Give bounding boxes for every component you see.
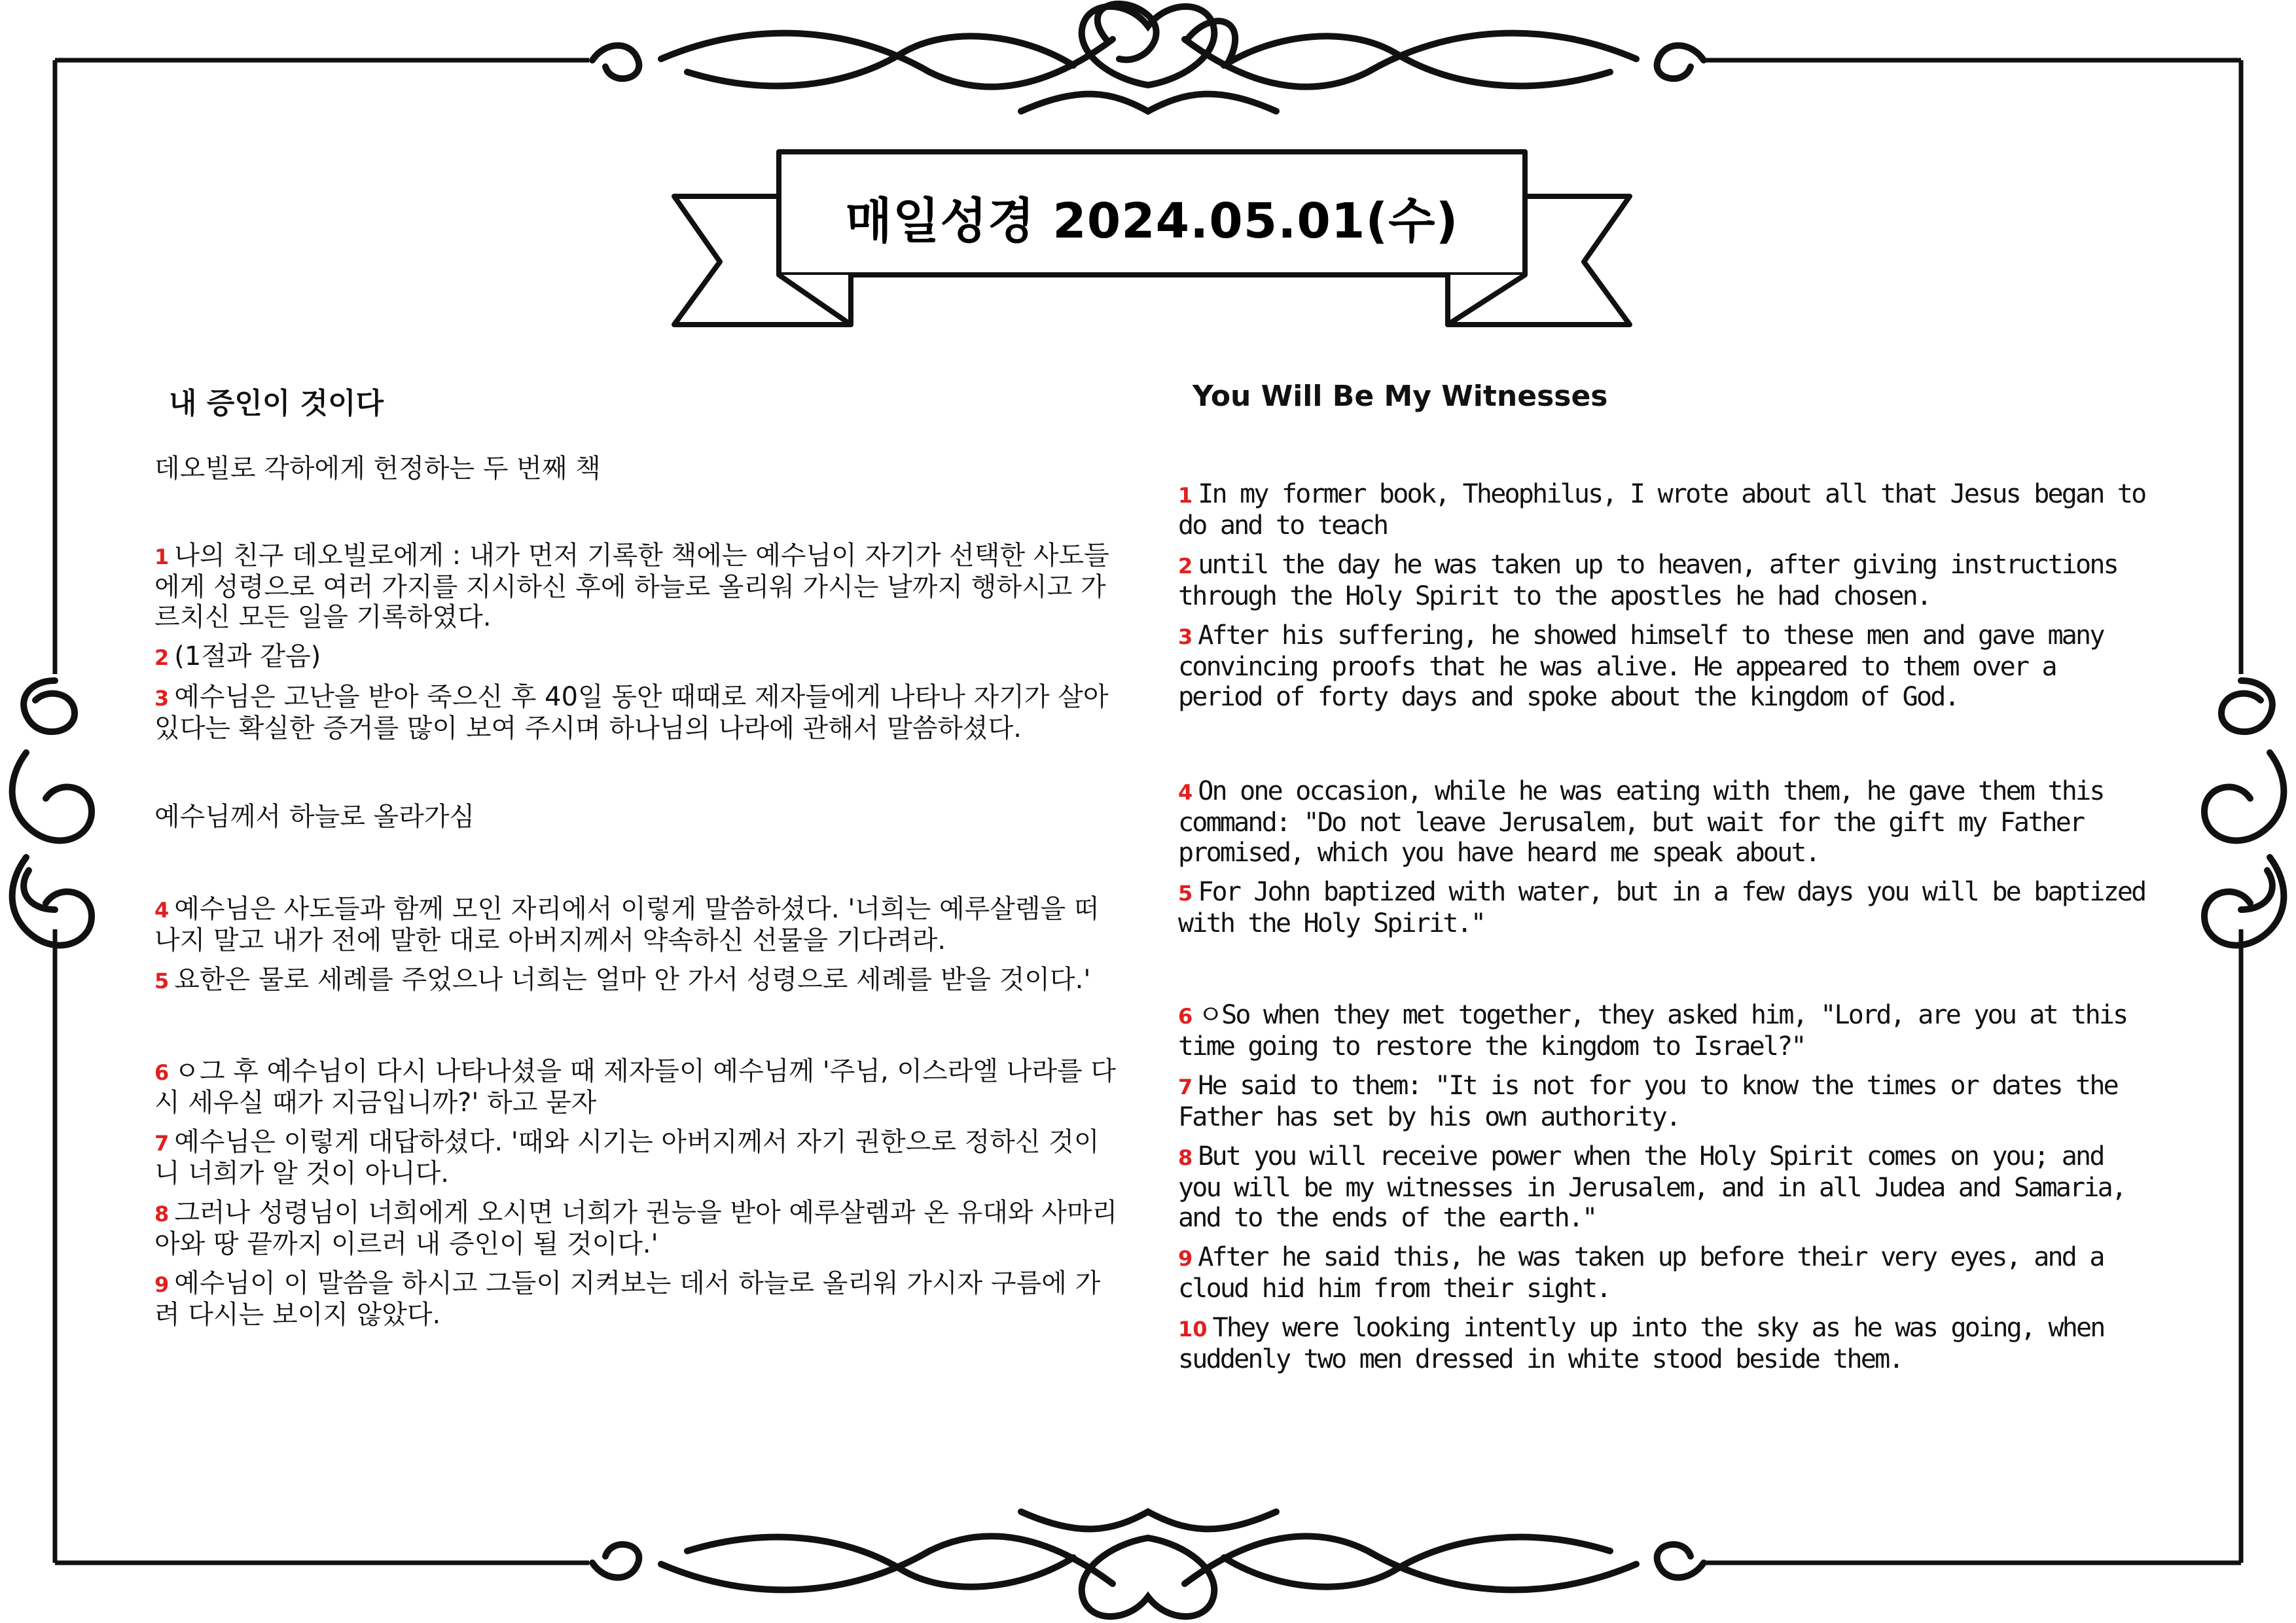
- english-verse-5: [1178, 877, 2147, 938]
- bottom-scroll-ornament: [592, 1512, 1704, 1616]
- english-heading: You Will Be My Witnesses: [1193, 380, 1608, 413]
- korean-verse-4: [154, 894, 1123, 955]
- verse-text: After he said this, he was taken up before their very eyes, and a cloud hid him from their sight.: [1178, 1242, 2104, 1304]
- verse-text: In my former book, Theophilus, I wrote about all that Jesus began to do and to teach: [1178, 479, 2145, 541]
- verse-number: 9: [154, 1272, 170, 1297]
- verse-number: 4: [154, 898, 170, 923]
- verse-text: 예수님은 이렇게 대답하셨다. '때와 시기는 아버지께서 자기 권한으로 정하신 것이니 너희가 알 것이 아니다.: [154, 1127, 1100, 1188]
- korean-verse-1: [154, 541, 1123, 632]
- korean-verse-8: [154, 1198, 1123, 1259]
- verse-number: 3: [1178, 624, 1193, 649]
- korean-verse-6: [154, 1056, 1123, 1118]
- verse-text: On one occasion, while he was eating with them, he gave them this command: "Do not leave Jerusalem, but wait for the gift my Father promised, which you have heard me speak about.: [1178, 776, 2104, 868]
- verse-number: 2: [1178, 554, 1193, 579]
- verse-text: (1절과 같음): [174, 641, 321, 671]
- verse-text: 그러나 성령님이 너희에게 오시면 너희가 권능을 받아 예루살렘과 온 유대와 사마리아와 땅 끝까지 이르러 내 증인이 될 것이다.': [154, 1198, 1118, 1259]
- verse-number: 7: [154, 1131, 170, 1156]
- verse-text: 예수님이 이 말씀을 하시고 그들이 지켜보는 데서 하늘로 올리워 가시자 구름에 가려 다시는 보이지 않았다.: [154, 1268, 1101, 1330]
- korean-verse-9: [154, 1268, 1123, 1330]
- verse-number: 8: [1178, 1145, 1193, 1170]
- verse-text: After his suffering, he showed himself to these men and gave many convincing proofs that he was alive. He appeared to them over a period of forty days and spoke about the kingdom of God.: [1178, 620, 2104, 712]
- english-verse-9: [1178, 1242, 2147, 1304]
- verse-number: 1: [1178, 483, 1193, 508]
- korean-verse-7: [154, 1127, 1123, 1188]
- verse-number: 3: [154, 686, 170, 711]
- korean-column: [154, 366, 1123, 1330]
- english-verse-6: [1178, 1000, 2147, 1061]
- verse-number: 7: [1178, 1075, 1193, 1099]
- top-scroll-ornament: [592, 4, 1704, 111]
- english-verse-2: [1178, 550, 2147, 611]
- verse-text: 요한은 물로 세례를 주었으나 너희는 얼마 안 가서 성령으로 세례를 받을 것이다.': [174, 965, 1091, 995]
- verse-text: He said to them: "It is not for you to know the times or dates the Father has set by his own authority.: [1178, 1071, 2117, 1132]
- english-verse-3: [1178, 620, 2147, 712]
- korean-intro-subtitle: 데오빌로 각하에게 헌정하는 두 번째 책: [154, 454, 601, 484]
- page-title: 매일성경 2024.05.01(수): [845, 193, 1459, 249]
- english-verse-8: [1178, 1141, 2147, 1233]
- korean-verse-5: [154, 965, 1123, 996]
- korean-section-subtitle: 예수님께서 하늘로 올라가심: [154, 802, 475, 832]
- english-verse-1: [1178, 479, 2147, 541]
- verse-text: 예수님은 고난을 받아 죽으신 후 40일 동안 때때로 제자들에게 나타나 자기가 살아 있다는 확실한 증거를 많이 보여 주시며 하나님의 나라에 관해서 말씀하셨다.: [154, 682, 1109, 743]
- verse-text: But you will receive power when the Holy Spirit comes on you; and you will be my witnesses in Jerusalem, and in all Judea and Samaria, and to the ends of the earth.": [1178, 1141, 2126, 1233]
- verse-text: For John baptized with water, but in a few days you will be baptized with the Holy Spirit.": [1178, 877, 2145, 938]
- verse-text: ㅇ그 후 예수님이 다시 나타나셨을 때 제자들이 예수님께 '주님, 이스라엘 나라를 다시 세우실 때가 지금입니까?' 하고 묻자: [154, 1056, 1116, 1118]
- english-column: [1178, 366, 2147, 1374]
- verse-number: 10: [1178, 1317, 1208, 1342]
- verse-number: 5: [1178, 881, 1193, 906]
- right-side-ornament: [2204, 681, 2284, 945]
- verse-number: 8: [154, 1202, 170, 1226]
- verse-number: 5: [154, 969, 170, 993]
- korean-verse-3: [154, 682, 1123, 743]
- english-verse-4: [1178, 776, 2147, 868]
- verse-number: 2: [154, 645, 170, 670]
- left-side-ornament: [12, 681, 92, 945]
- verse-number: 4: [1178, 780, 1193, 805]
- english-verse-10: [1178, 1313, 2147, 1374]
- verse-text: until the day he was taken up to heaven, after giving instructions through the Holy Spirit to the apostles he had chosen.: [1178, 550, 2117, 611]
- verse-text: 나의 친구 데오빌로에게 : 내가 먼저 기록한 책에는 예수님이 자기가 선택한 사도들에게 성령으로 여러 가지를 지시하신 후에 하늘로 올리워 가시는 날까지 행하시고 가르치신 모든 일을 기록하였다.: [154, 541, 1109, 632]
- verse-text: ㅇSo when they met together, they asked him, "Lord, are you at this time going to restore the kingdom to Israel?": [1178, 1000, 2127, 1061]
- korean-heading: 내 증인이 것이다: [169, 387, 384, 420]
- verse-number: 1: [154, 544, 170, 569]
- korean-verse-2: [154, 641, 1123, 673]
- verse-number: 9: [1178, 1246, 1193, 1271]
- verse-text: 예수님은 사도들과 함께 모인 자리에서 이렇게 말씀하셨다. '너희는 예루살렘을 떠나지 말고 내가 전에 말한 대로 아버지께서 약속하신 선물을 기다려라.: [154, 894, 1100, 955]
- english-verse-7: [1178, 1071, 2147, 1132]
- verse-number: 6: [1178, 1004, 1193, 1029]
- verse-number: 6: [154, 1060, 170, 1085]
- verse-text: They were looking intently up into the sky as he was going, when suddenly two men dressed in white stood beside them.: [1178, 1313, 2104, 1374]
